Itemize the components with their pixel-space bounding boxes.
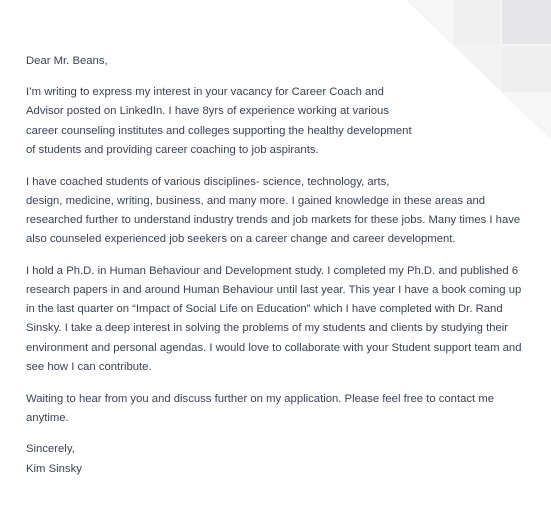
paragraph-experience: I have coached students of various disciplines- science, technology, arts, design, medicine, writing, business, and many more. I gained knowledge in these areas and researched further to understand industry trends and job markets for these jobs. Many times I have also counseled experienced job seekers on a career change and career development. [26,175,521,246]
salutation: Dear Mr. Beans, [26,55,108,67]
corner-square-top-right [502,0,551,44]
closing-line: Sincerely, [26,443,75,456]
paragraph-education: I hold a Ph.D. in Human Behaviour and Development study. I completed my Ph.D. and published 6 research papers in and around Human Behaviour until last year. This year I have a book coming up in the last quarter on “Impact of Social Life on Education” which I have completed with Dr. Rand Sinsky. I take a deep interest in solving the problems of my students and clients by studying their environment and personal agendas. I would love to collaborate with your Student support team and see how I can contribute. [26,264,522,373]
cover-letter [26,52,526,479]
signature-name: Kim Sinsky [26,462,82,475]
paragraph-intro: I’m writing to express my interest in your vacancy for Career Coach and Advisor posted on LinkedIn. I have 8yrs of experience working at various career counseling institutes and colleges supporting the healthy development of students and providing career coaching to job aspirants. [26,86,412,156]
paragraph-closing: Waiting to hear from you and discuss further on my application. Please feel free to contact me anytime. [26,392,495,424]
corner-square-top-left [454,0,500,44]
